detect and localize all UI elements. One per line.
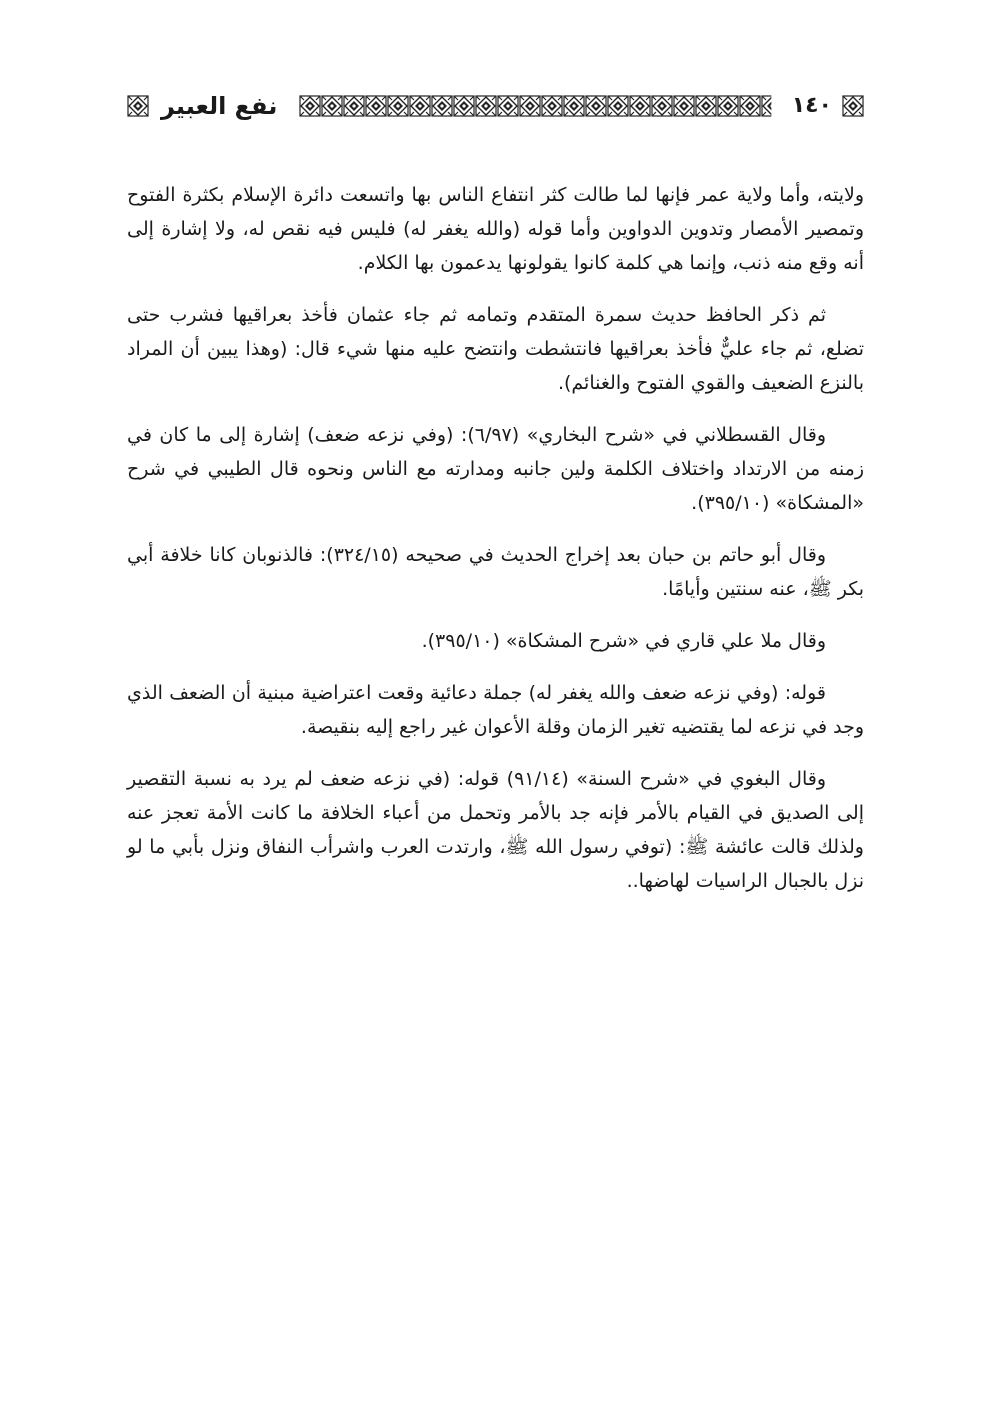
paragraph-2: ثم ذكر الحافظ حديث سمرة المتقدم وتمامه ثم جاء عثمان فأخذ بعراقيها فشرب حتى تضلع، ثم جاء عليٌّ فأخذ بعراقيها فانتشطت وانتضح عليه منها شيء قال: (وهذا يبين أن المراد بالنزع الضعيف والقوي الفتوح والغنائم).: [127, 304, 864, 394]
paragraph-4: وقال أبو حاتم بن حبان بعد إخراج الحديث في صحيحه (٣٢٤/١٥): فالذنوبان كانا خلافة أبي بكر ﷺ، عنه سنتين وأيامًا.: [127, 544, 864, 600]
paragraph-6: قوله: (وفي نزعه ضعف والله يغفر له) جملة دعائية وقعت اعتراضية مبنية أن الضعف الذي وجد في نزعه لما يقتضيه تغير الزمان وقلة الأعوان غير راجع إليه بنقيصة.: [127, 682, 864, 738]
paragraph-5: وقال ملا علي قاري في «شرح المشكاة» (٣٩٥/١٠).: [421, 630, 826, 652]
paragraph-1: ولايته، وأما ولاية عمر فإنها لما طالت كثر انتفاع الناس بها واتسعت دائرة الإسلام بكثرة الفتوح وتمصير الأمصار وتدوين الدواوين وأما قوله (والله يغفر له) فليس فيه نقص له، ولا إشارة إلى أنه وقع منه ذنب، وإنما هي كلمة كانوا يقولونها يدعمون بها الكلام.: [127, 184, 864, 274]
paragraph-7: وقال البغوي في «شرح السنة» (٩١/١٤) قوله: (في نزعه ضعف لم يرد به نسبة التقصير إلى الصديق في القيام بالأمر فإنه جد بالأمر وتحمل من أعباء الخلافة ما كانت الأمة تعجز عنه ولذلك قالت عائشة ﷺ: (توفي رسول الله ﷺ، وارتدت العرب واشرأب النفاق ونزل بأبي ما لو نزل بالجبال الراسيات لهاضها..: [127, 768, 864, 892]
paragraph-3: وقال القسطلاني في «شرح البخاري» (٦/٩٧): (وفي نزعه ضعف) إشارة إلى ما كان في زمنه من الارتداد واختلاف الكلمة ولين جانبه ومدارته مع الناس ونحوه قال الطيبي في شرح «المشكاة» (٣٩٥/١٠).: [127, 424, 864, 514]
book-title: نفع العبير: [161, 92, 278, 120]
ornament-band-icon: [299, 95, 771, 117]
ornament-left-icon: [127, 95, 149, 117]
page-number: ١٤٠: [791, 93, 832, 118]
ornament-right-icon: [842, 95, 864, 117]
page-body: [127, 178, 864, 916]
page-header: [127, 88, 864, 124]
